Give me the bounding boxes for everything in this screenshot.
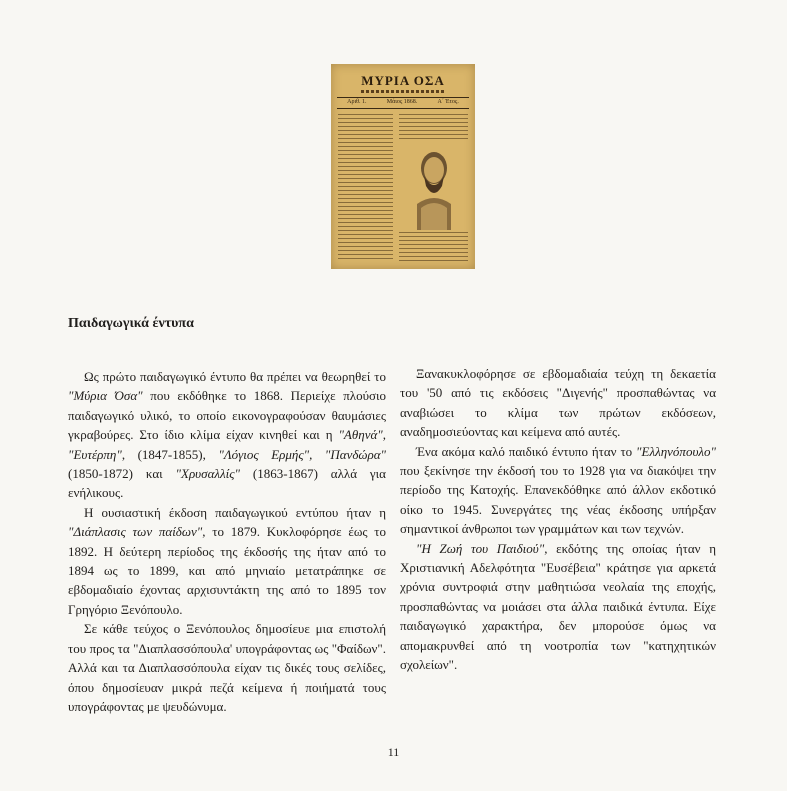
paragraph: Ξανακυκλοφόρησε σε εβδομαδιαία τεύχη τη δεκαετία του '50 από τις εκδόσεις "Διγενής" προσπαθώντας να αναβιώσει το κλίμα των πρώτων εκδόσεων, αναδημοσιεύοντας και κείμενα από αυτές. [400, 366, 716, 440]
masthead-subtitle [361, 90, 445, 93]
page-number: 11 [387, 745, 400, 759]
paragraph: Ως πρώτο παιδαγωγικό έντυπο θα πρέπει να θεωρηθεί το "Μύρια Όσα" που εκδόθηκε το 1868. Περιείχε πλούσιο παιδαγωγικό υλικό, το οποίο εικονογραφούσαν θαυμάσιες γκραβούρες. Στο ίδιο κλίμα είχαν κινηθεί και η "Αθηνά", "Ευτέρπη", (1847-1855), "Λόγιος Ερμής", "Πανδώρα" (1850-1872) και "Χρυσαλλίς" (1863-1867) αλλά για ενήλικους. [68, 369, 387, 501]
dateline [337, 99, 469, 105]
left-column [68, 367, 386, 716]
section-heading: Παιδαγωγικά έντυπα [68, 316, 194, 331]
paragraph: Σε κάθε τεύχος ο Ξενόπουλος δημοσίευε μια επιστολή του προς τα "Διαπλασσόπουλα' υπογράφοντας ως "Φαίδων". Αλλά και τα Διαπλασσόπουλα είχαν τις δικές τους σελίδες, όπου δημοσίευαν μικρά πεζά κείμενα ή ποιήματά τους υπογράφοντας με ψευδώνυμα. [68, 621, 386, 714]
rule [337, 97, 469, 98]
right-column [400, 364, 716, 675]
masthead: ΜΥΡΙΑ ΟΣΑ [361, 73, 445, 88]
rule [337, 108, 469, 109]
issue-date: Μάιος 1868. [386, 99, 418, 105]
paragraph: Η ουσιαστική έκδοση παιδαγωγικού εντύπου ήταν η "Διάπλασις των παίδων", το 1879. Κυκλοφόρησε έως το 1892. Η δεύτερη περίοδος της έκδοσής της ήταν από το 1894 ως το 1899, και από μηνιαίο μετατράπηκε σε εβδομαδιαίο έχοντας αρχισυντάκτη της από το 1895 τον Γρηγόριο Ξενόπουλο. [68, 504, 386, 617]
text-column [399, 232, 468, 261]
text-column [338, 114, 393, 261]
newspaper-illustration [331, 64, 475, 269]
paragraph: Ένα ακόμα καλό παιδικό έντυπο ήταν το "Ελληνόπουλο" που ξεκίνησε την έκδοσή του το 1928 για να διακόψει την περίοδο της Κατοχής. Επανεκδόθηκε από άλλον εκδοτικό οίκο το 1945. Συνεργάτες της νέας έκδοσης υπήρξαν σημαντικοί άνθρωποι των γραμμάτων και των τεχνών. [400, 443, 716, 537]
issue-number: Αριθ. 1. [347, 99, 367, 105]
issue-year: Α΄ Έτος. [437, 99, 459, 105]
text-column [399, 114, 468, 140]
paragraph: "Η Ζωή του Παιδιού", εκδότης της οποίας ήταν η Χριστιανική Αδελφότητα "Ευσέβεια" κράτησε για αρκετά χρόνια συντροφιά στην μαθητιώσα νεολαία της εποχής, προσπαθώντας να μοιάσει στα άλλα παιδικά έντυπα. Είχε παιδαγωγικό χαρακτήρα, δεν μπορούσε όμως να απομακρυνθεί από τη νοοτροπία των "κατηχητικών σχολείων". [400, 540, 716, 673]
bust-engraving [409, 142, 459, 230]
